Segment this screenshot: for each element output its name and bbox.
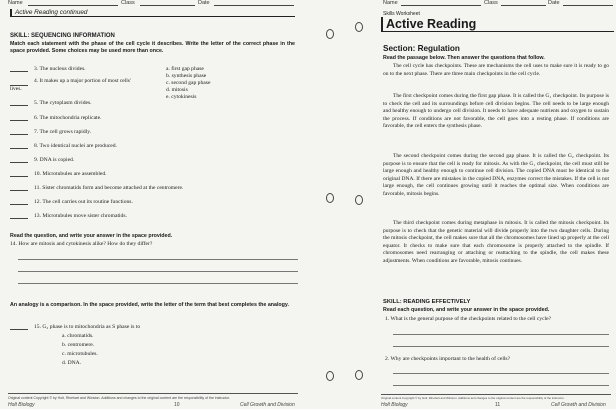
choice-d: d. mitosis xyxy=(166,87,188,93)
page-number: 10 xyxy=(174,402,180,408)
name-line xyxy=(28,5,118,6)
analogy-instruction: An analogy is a comparison. In the space provided, write the letter of the term that best completes the analogy. xyxy=(10,302,289,308)
footer-book: Holt Biology xyxy=(8,402,35,408)
class-line xyxy=(501,5,546,6)
item-12: 12. The cell carries out its routine functions. xyxy=(10,199,133,205)
answer-line[interactable] xyxy=(393,385,609,386)
footer-book: Holt Biology xyxy=(381,402,408,408)
item-13: 13. Microtubules move sister chromatids. xyxy=(10,213,127,219)
class-label: Class xyxy=(484,0,498,6)
passage-paragraph-4: The third checkpoint comes during metaphase in mitosis. It is called the mitosis checkpoint. Its purpose is to check that the genetic material will divide properly into the two daughter cells. During the mitosis checkpoint, the cell makes sure that all the chromosomes have lined up properly at the cell equator. It checks to make sure that each chromosome is properly attached to the spindle. If chromosomes need rearranging or attaching or reattaching to the spindle, the cell makes these adjustments. When conditions are favorable, mitosis continues. xyxy=(383,220,609,264)
q14: 14. How are mitosis and cytokinesis alike? How do they differ? xyxy=(10,241,153,247)
item-7: 7. The cell grows rapidly. xyxy=(10,129,91,135)
binder-hole xyxy=(326,193,334,203)
item-8: 8. Two identical nuclei are produced. xyxy=(10,143,117,149)
answer-line[interactable] xyxy=(393,346,609,347)
q15-option-b: b. centromere. xyxy=(62,342,95,348)
worksheet-label: Skills Worksheet xyxy=(383,11,420,17)
class-label: Class xyxy=(121,0,135,6)
binder-hole xyxy=(355,370,363,380)
answer-line[interactable] xyxy=(18,271,298,272)
date-line xyxy=(214,5,294,6)
banner: Active Reading continued xyxy=(10,9,295,17)
answer-line[interactable] xyxy=(393,334,609,335)
item-5: 5. The cytoplasm divides. xyxy=(10,100,92,106)
footer-copyright: Original content Copyright © by Holt, Rinehart and Winston. Additions and changes to the original content are the responsibility of the instructor. xyxy=(8,396,231,400)
passage-paragraph-2: The first checkpoint comes during the first gap phase. It is called the G₁ checkpoint. Its purpose is to check the cell and its surroundings before cell division begins. The cell needs to be large enough and healthy enough to undergo cell division. It needs to have adequate nutrients and oxygen to sustain the process. If conditions are not favorable, the cell goes into a resting phase. If conditions are favorable, the cell enters the synthesis phase. xyxy=(383,93,609,130)
answer-line[interactable] xyxy=(393,373,609,374)
choice-e: e. cytokinesis xyxy=(166,94,197,100)
footer-chapter: Cell Growth and Division xyxy=(551,402,606,408)
binder-hole xyxy=(326,371,334,381)
binder-hole xyxy=(355,22,363,32)
passage-paragraph-3: The second checkpoint comes during the second gap phase. It is called the G₂ checkpoint. Its purpose is to ensure that the cell is ready for mitosis. As with the G₁ checkpoint, the cell must still be large enough and healthy enough to continue cell division. The copied DNA must be identical to the original DNA. If there are mistakes in the copied DNA, enzymes correct the mistakes. If the cell is not large enough, the cell continues growing until it reaches the optimal size. When conditions are favorable, mitosis begins. xyxy=(383,153,609,197)
q15-option-c: c. microtubules. xyxy=(62,351,98,357)
item-9: 9. DNA is copied. xyxy=(10,157,74,163)
q15: 15. G₂ phase is to mitochondria as S phase is to xyxy=(10,324,140,330)
item-4: 4. It makes up a major portion of most cells' lives. xyxy=(10,78,131,92)
name-label: Name xyxy=(8,0,23,6)
q14-instruction: Read the question, and write your answer in the space provided. xyxy=(10,233,173,239)
right-page xyxy=(345,0,616,409)
choice-c: c. second gap phase xyxy=(166,80,211,86)
footer-chapter: Cell Growth and Division xyxy=(240,402,295,408)
footer-rule xyxy=(8,393,298,394)
name-label: Name xyxy=(383,0,398,6)
answer-line[interactable] xyxy=(18,283,298,284)
page-title: Active Reading xyxy=(381,17,614,32)
date-line xyxy=(563,5,613,6)
footer-copyright: Original content Copyright © by Holt, Rinehart and Winston. Additions and changes to the original content are the responsibility of the instructor. xyxy=(381,396,565,400)
date-label: Date xyxy=(548,0,560,6)
date-label: Date xyxy=(198,0,210,6)
skill-heading: SKILL: SEQUENCING INFORMATION xyxy=(10,33,115,39)
item-6: 6. The mitochondria replicate. xyxy=(10,115,102,121)
instructions: Match each statement with the phase of the cell cycle it describes. Write the letter of the correct phase in the space provided. Some choices may be used more than once. xyxy=(10,41,295,54)
q15-option-d: d. DNA. xyxy=(62,360,82,366)
page-number: 11 xyxy=(495,402,501,408)
footer-rule xyxy=(381,394,611,395)
answer-line[interactable] xyxy=(18,259,298,260)
passage-paragraph-1: The cell cycle has checkpoints. These are mechanisms the cell uses to make sure it is ready to go on to the next phase. There are three main checkpoints in the cell cycle. xyxy=(383,63,609,77)
question-2: 2. Why are checkpoints important to the health of cells? xyxy=(385,356,511,362)
binder-hole xyxy=(326,29,334,39)
passage-instruction: Read the passage below. Then answer the questions that follow. xyxy=(383,55,545,61)
item-10: 10. Microtubules are assembled. xyxy=(10,171,107,177)
binder-hole xyxy=(355,195,363,205)
section-title: Section: Regulation xyxy=(383,44,460,53)
class-line xyxy=(140,5,195,6)
skill-instruction: Read each question, and write your answer in the space provided. xyxy=(383,307,550,313)
choice-b: b. synthesis phase xyxy=(166,73,207,79)
choice-a: a. first gap phase xyxy=(166,66,204,72)
item-11: 11. Sister chromatids form and become attached at the centromere. xyxy=(10,185,183,191)
q15-option-a: a. chromatids. xyxy=(62,333,94,339)
skill-heading: SKILL: READING EFFECTIVELY xyxy=(383,299,471,305)
name-line xyxy=(401,5,481,6)
item-3: 3. The nucleus divides. xyxy=(10,66,86,72)
question-1: 1. What is the general purpose of the checkpoints related to the cell cycle? xyxy=(385,316,552,322)
